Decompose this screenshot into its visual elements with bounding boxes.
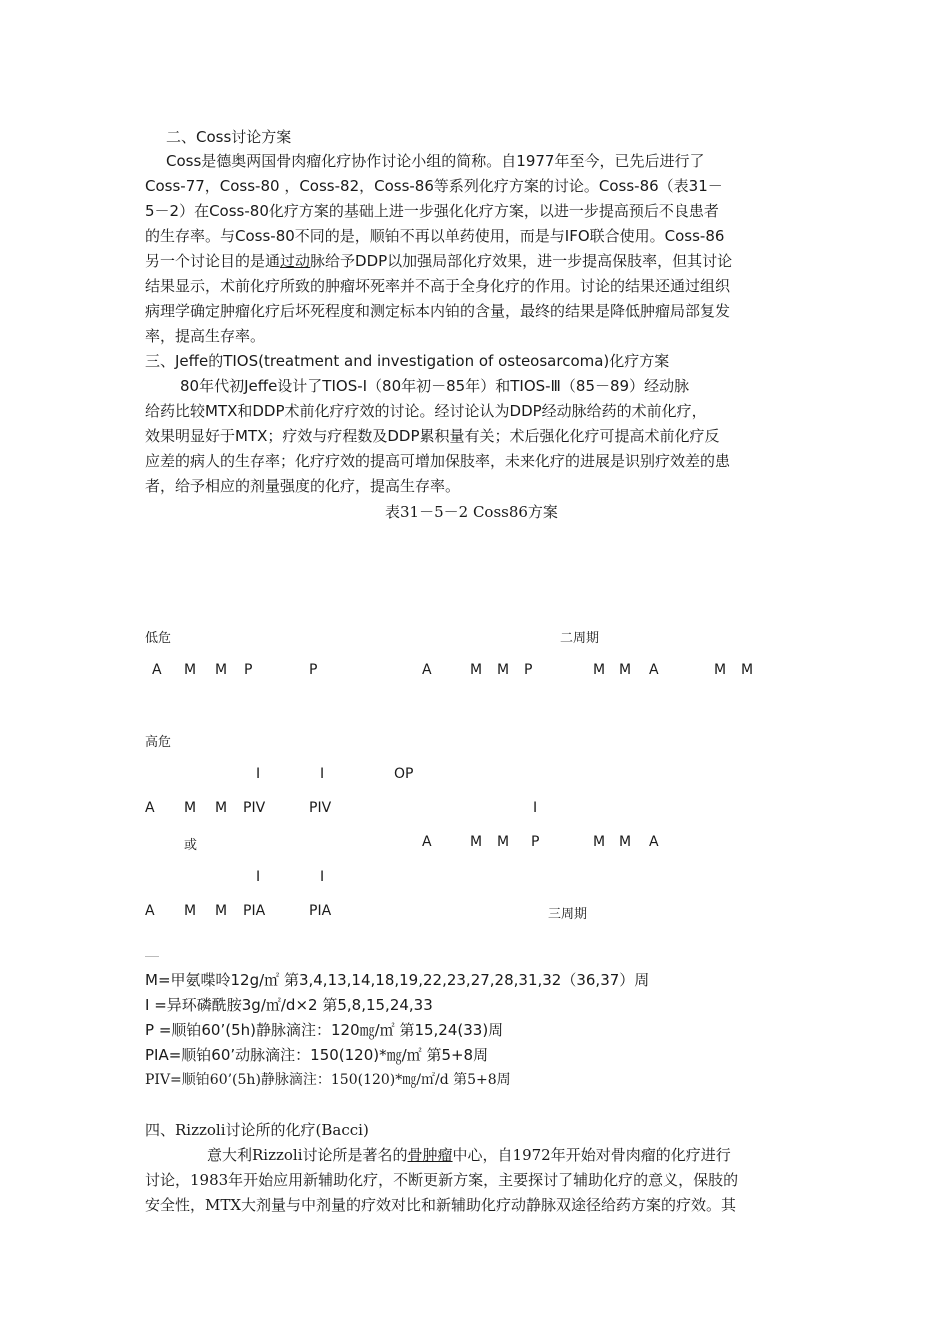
paragraph-line: 80年代初Jeffe设计了TIOS-Ⅰ（80年初－85年）和TIOS-Ⅲ（85－89）经动脉 <box>180 377 690 395</box>
schema-drug: P <box>524 662 533 678</box>
schema-drug: A <box>422 662 432 678</box>
paragraph-line <box>207 1145 731 1165</box>
text-segment: 意大利Rizzoli讨论所是著名的 <box>207 1146 408 1164</box>
schema-drug: M <box>184 662 197 678</box>
section-heading-rizzoli: 四、Rizzoli讨论所的化疗(Bacci) <box>145 1121 369 1139</box>
text-segment: 另一个讨论目的是通 <box>145 252 281 270</box>
text-segment: 中心，自1972年开始对骨肉瘤的化疗进行 <box>452 1146 731 1164</box>
paragraph-line: 效果明显好于MTX；疗效与疗程数及DDP累积量有关；术后强化化疗可提高术前化疗反 <box>145 427 720 445</box>
high-risk-label: 高危 <box>145 735 172 750</box>
schema-drug: M <box>593 662 606 678</box>
paragraph-line: Coss是德奥两国骨肉瘤化疗协作讨论小组的简称。自1977年至今，已先后进行了 <box>166 152 705 170</box>
schema-drug: I <box>533 800 538 816</box>
legend-ifo: I =异环磷酰胺3g/㎡/d×2 第5,8,15,24,33 <box>145 996 433 1014</box>
schema-drug: M <box>593 834 606 850</box>
paragraph-line: 的生存率。与Coss-80不同的是，顺铂不再以单药使用，而是与IFO联合使用。Coss-86 <box>145 227 725 245</box>
paragraph-line: 讨论，1983年开始应用新辅助化疗，不断更新方案，主要探讨了辅助化疗的意义，保肢的 <box>145 1171 739 1189</box>
schema-drug: PIA <box>243 903 266 919</box>
schema-drug: M <box>741 662 754 678</box>
schema-drug: M <box>470 662 483 678</box>
paragraph-line: 应差的病人的生存率；化疗疗效的提高可增加保肢率，未来化疗的进展是识别疗效差的患 <box>145 452 731 470</box>
legend-mtx: M=甲氨喋呤12g/㎡ 第3,4,13,14,18,19,22,23,27,28,31,32（36,37）周 <box>145 971 650 989</box>
or-label: 或 <box>184 838 198 853</box>
schema-drug: M <box>215 903 228 919</box>
footnote-divider <box>145 956 159 957</box>
schema-drug: P <box>309 662 318 678</box>
schema-drug: M <box>215 662 228 678</box>
text-segment: 脉给予DDP以加强局部化疗效果，进一步提高保肢率，但其讨论 <box>310 252 733 270</box>
schema-drug: M <box>184 800 197 816</box>
schema-drug: PIV <box>309 800 332 816</box>
schema-drug: A <box>649 662 659 678</box>
paragraph-line: 结果显示，术前化疗所致的肿瘤坏死率并不高于全身化疗的作用。讨论的结果还通过组织 <box>145 277 731 295</box>
section-heading-tios: 三、Jeffe的TIOS(treatment and investigation of osteosarcoma)化疗方案 <box>145 352 670 370</box>
paragraph-line: 者，给予相应的剂量强度的化疗，提高生存率。 <box>145 477 461 495</box>
paragraph-line: 病理学确定肿瘤化疗后坏死程度和测定标本内铂的含量，最终的结果是降低肿瘤局部复发 <box>145 302 731 320</box>
paragraph-line <box>145 251 732 271</box>
schema-drug: M <box>184 903 197 919</box>
schema-drug: I <box>320 869 325 885</box>
paragraph-line: 5－2）在Coss-80化疗方案的基础上进一步强化化疗方案，以进一步提高预后不良患者 <box>145 202 719 220</box>
paragraph-line: Coss-77，Coss-80 ，Coss-82，Coss-86等系列化疗方案的讨论。Coss-86（表31－ <box>145 177 723 195</box>
schema-drug: I <box>256 869 261 885</box>
paragraph-line: 给药比较MTX和DDP术前化疗疗效的讨论。经讨论认为DDP经动脉给药的术前化疗， <box>145 402 707 420</box>
section-heading-coss: 二、Coss讨论方案 <box>166 128 292 146</box>
schema-drug: M <box>619 834 632 850</box>
legend-p: P =顺铂60’(5h)静脉滴注：120㎎/㎡ 第15,24(33)周 <box>145 1021 504 1039</box>
underlined-text: 骨肿瘤 <box>407 1146 453 1164</box>
legend-piv: PIV=顺铂60’(5h)静脉滴注：150(120)*㎎/㎡/d 第5+8周 <box>145 1072 511 1088</box>
op-label: OP <box>394 766 414 782</box>
schema-drug: A <box>649 834 659 850</box>
schema-drug: A <box>145 903 155 919</box>
legend-pia: PIA=顺铂60’动脉滴注：150(120)*㎎/㎡ 第5+8周 <box>145 1046 489 1064</box>
paragraph-line: 安全性，MTX大剂量与中剂量的疗效对比和新辅助化疗动静脉双途径给药方案的疗效。其 <box>145 1196 737 1214</box>
schema-drug: M <box>497 834 510 850</box>
schema-drug: I <box>256 766 261 782</box>
schema-drug: PIV <box>243 800 266 816</box>
schema-drug: M <box>215 800 228 816</box>
schema-drug: M <box>619 662 632 678</box>
schema-drug: P <box>531 834 540 850</box>
schema-drug: M <box>497 662 510 678</box>
three-cycles-label: 三周期 <box>548 907 588 922</box>
schema-drug: M <box>470 834 483 850</box>
schema-drug: I <box>320 766 325 782</box>
table-caption: 表31－5－2 Coss86方案 <box>385 503 558 521</box>
schema-drug: P <box>244 662 253 678</box>
underlined-text: 过动 <box>280 252 311 270</box>
schema-drug: A <box>152 662 162 678</box>
schema-drug: M <box>714 662 727 678</box>
schema-drug: PIA <box>309 903 332 919</box>
two-cycles-label: 二周期 <box>560 631 600 646</box>
low-risk-label: 低危 <box>145 631 172 646</box>
schema-drug: A <box>422 834 432 850</box>
schema-drug: A <box>145 800 155 816</box>
paragraph-line: 率，提高生存率。 <box>145 327 266 345</box>
